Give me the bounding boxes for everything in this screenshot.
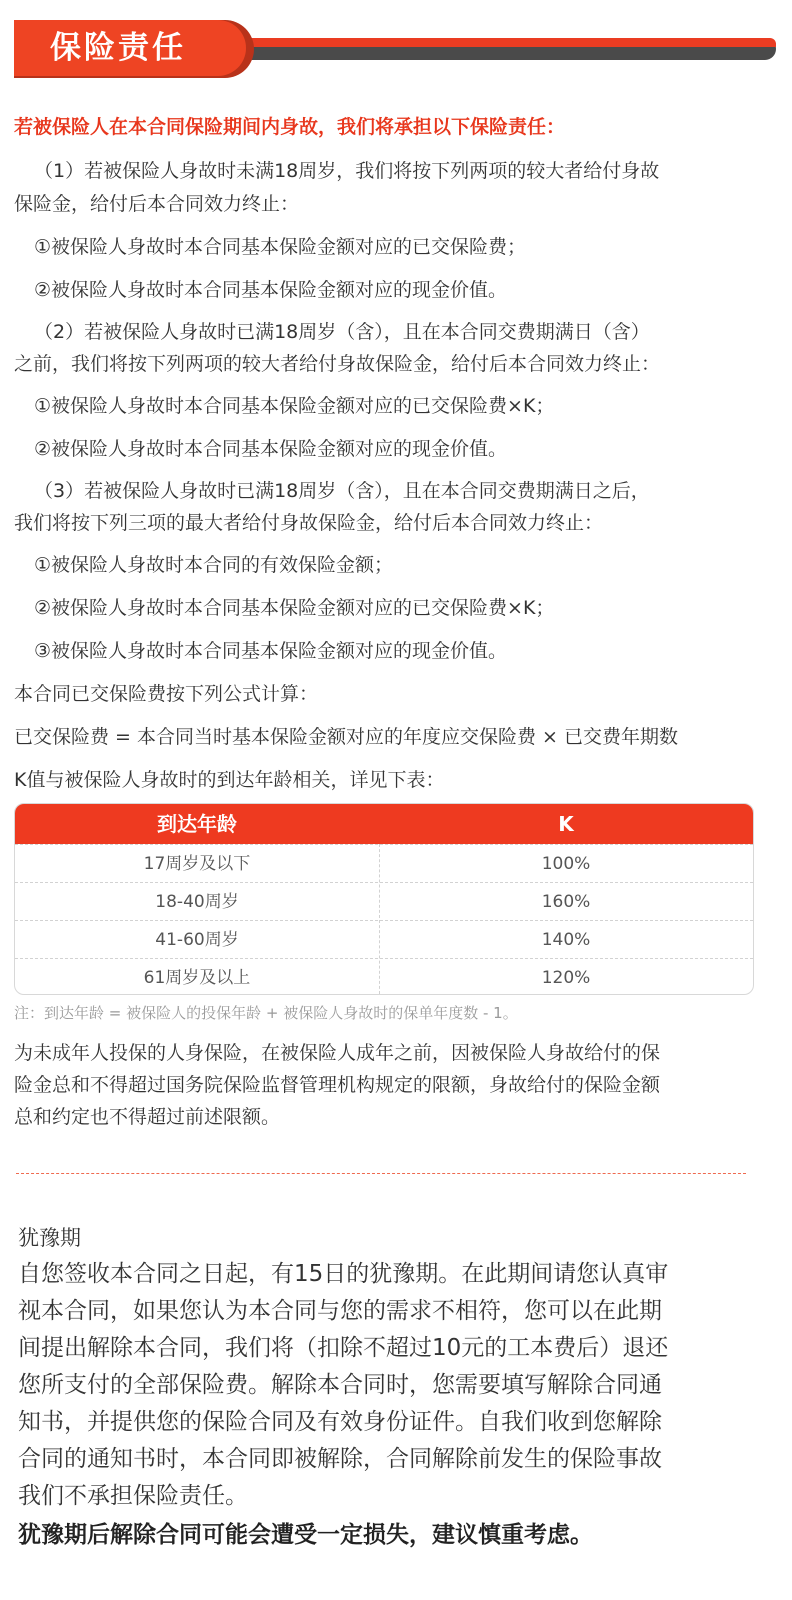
table-cell-k: 160% xyxy=(541,892,591,912)
k-intro: K值与被保险人身故时的到达年龄相关，详见下表： xyxy=(14,769,445,791)
table-cell-age: 17周岁及以下 xyxy=(143,854,251,874)
table-cell-age: 61周岁及以上 xyxy=(143,968,251,988)
clause-3-item-1: ①被保险人身故时本合同的有效保险金额； xyxy=(34,554,394,576)
column-divider xyxy=(379,844,380,994)
table-row xyxy=(15,882,753,921)
clause-2-item-2: ②被保险人身故时本合同基本保险金额对应的现金价值。 xyxy=(34,438,508,460)
section-header xyxy=(14,20,776,76)
column-header-age: 到达年龄 xyxy=(157,812,237,836)
table-cell-k: 140% xyxy=(541,930,591,950)
formula-intro: 本合同已交保险费按下列公式计算： xyxy=(14,683,319,705)
clause-3-item-3: ③被保险人身故时本合同基本保险金额对应的现金价值。 xyxy=(34,640,508,662)
grace-period-line: 知书，并提供您的保险合同及有效身份证件。自我们收到您解除 xyxy=(18,1409,662,1435)
clause-3-line-1: （3）若被保险人身故时已满18周岁（含），且在本合同交费期满日之后， xyxy=(34,480,650,502)
lead-statement: 若被保险人在本合同保险期间内身故，我们将承担以下保险责任： xyxy=(14,116,566,138)
k-value-table xyxy=(14,803,754,995)
table-row xyxy=(15,920,753,959)
table-row xyxy=(15,958,753,995)
minor-limit-line-3: 总和约定也不得超过前述限额。 xyxy=(14,1106,281,1128)
minor-limit-line-1: 为未成年人投保的人身保险，在被保险人成年之前，因被保险人身故给付的保 xyxy=(14,1042,661,1064)
header-tab xyxy=(14,20,246,76)
table-cell-k: 100% xyxy=(541,854,591,874)
clause-2-line-1: （2）若被保险人身故时已满18周岁（含），且在本合同交费期满日（含） xyxy=(34,321,650,343)
table-header xyxy=(15,804,753,844)
table-cell-age: 18-40周岁 xyxy=(155,892,239,912)
minor-limit-line-2: 险金总和不得超过国务院保险监督管理机构规定的限额，身故给付的保险金额 xyxy=(14,1074,661,1096)
clause-1-item-1: ①被保险人身故时本合同基本保险金额对应的已交保险费； xyxy=(34,236,527,258)
grace-period-line: 自您签收本合同之日起，有15日的犹豫期。在此期间请您认真审 xyxy=(18,1261,669,1287)
grace-period-warning: 犹豫期后解除合同可能会遭受一定损失，建议慎重考虑。 xyxy=(18,1522,593,1548)
clause-1-item-2: ②被保险人身故时本合同基本保险金额对应的现金价值。 xyxy=(34,279,508,301)
grace-period-line: 合同的通知书时，本合同即被解除，合同解除前发生的保险事故 xyxy=(18,1446,662,1472)
clause-3-item-2: ②被保险人身故时本合同基本保险金额对应的已交保险费×K； xyxy=(34,597,555,619)
table-row xyxy=(15,844,753,883)
clause-1-line-2: 保险金，给付后本合同效力终止： xyxy=(14,193,300,215)
grace-period-title: 犹豫期 xyxy=(18,1226,81,1250)
table-cell-age: 41-60周岁 xyxy=(155,930,239,950)
clause-1-line-1: （1）若被保险人身故时未满18周岁，我们将按下列两项的较大者给付身故 xyxy=(34,160,660,182)
clause-2-line-2: 之前，我们将按下列两项的较大者给付身故保险金，给付后本合同效力终止： xyxy=(14,353,661,375)
dashed-divider xyxy=(16,1173,746,1174)
header-bar-accent xyxy=(214,38,776,47)
grace-period-line: 我们不承担保险责任。 xyxy=(18,1483,248,1509)
column-header-k: K xyxy=(558,812,574,836)
grace-period-line: 视本合同，如果您认为本合同与您的需求不相符，您可以在此期 xyxy=(18,1298,662,1324)
clause-2-item-1: ①被保险人身故时本合同基本保险金额对应的已交保险费×K； xyxy=(34,395,555,417)
table-cell-k: 120% xyxy=(541,968,591,988)
grace-period-line: 您所支付的全部保险费。解除本合同时，您需要填写解除合同通 xyxy=(18,1372,662,1398)
page-title: 保险责任 xyxy=(50,30,186,66)
formula: 已交保险费 = 本合同当时基本保险金额对应的年度应交保险费 × 已交费年期数 xyxy=(14,726,678,748)
clause-3-line-2: 我们将按下列三项的最大者给付身故保险金，给付后本合同效力终止： xyxy=(14,512,604,534)
grace-period-line: 间提出解除本合同，我们将（扣除不超过10元的工本费后）退还 xyxy=(18,1335,669,1361)
table-footnote: 注：到达年龄 = 被保险人的投保年龄 + 被保险人身故时的保单年度数 - 1。 xyxy=(14,1004,518,1022)
